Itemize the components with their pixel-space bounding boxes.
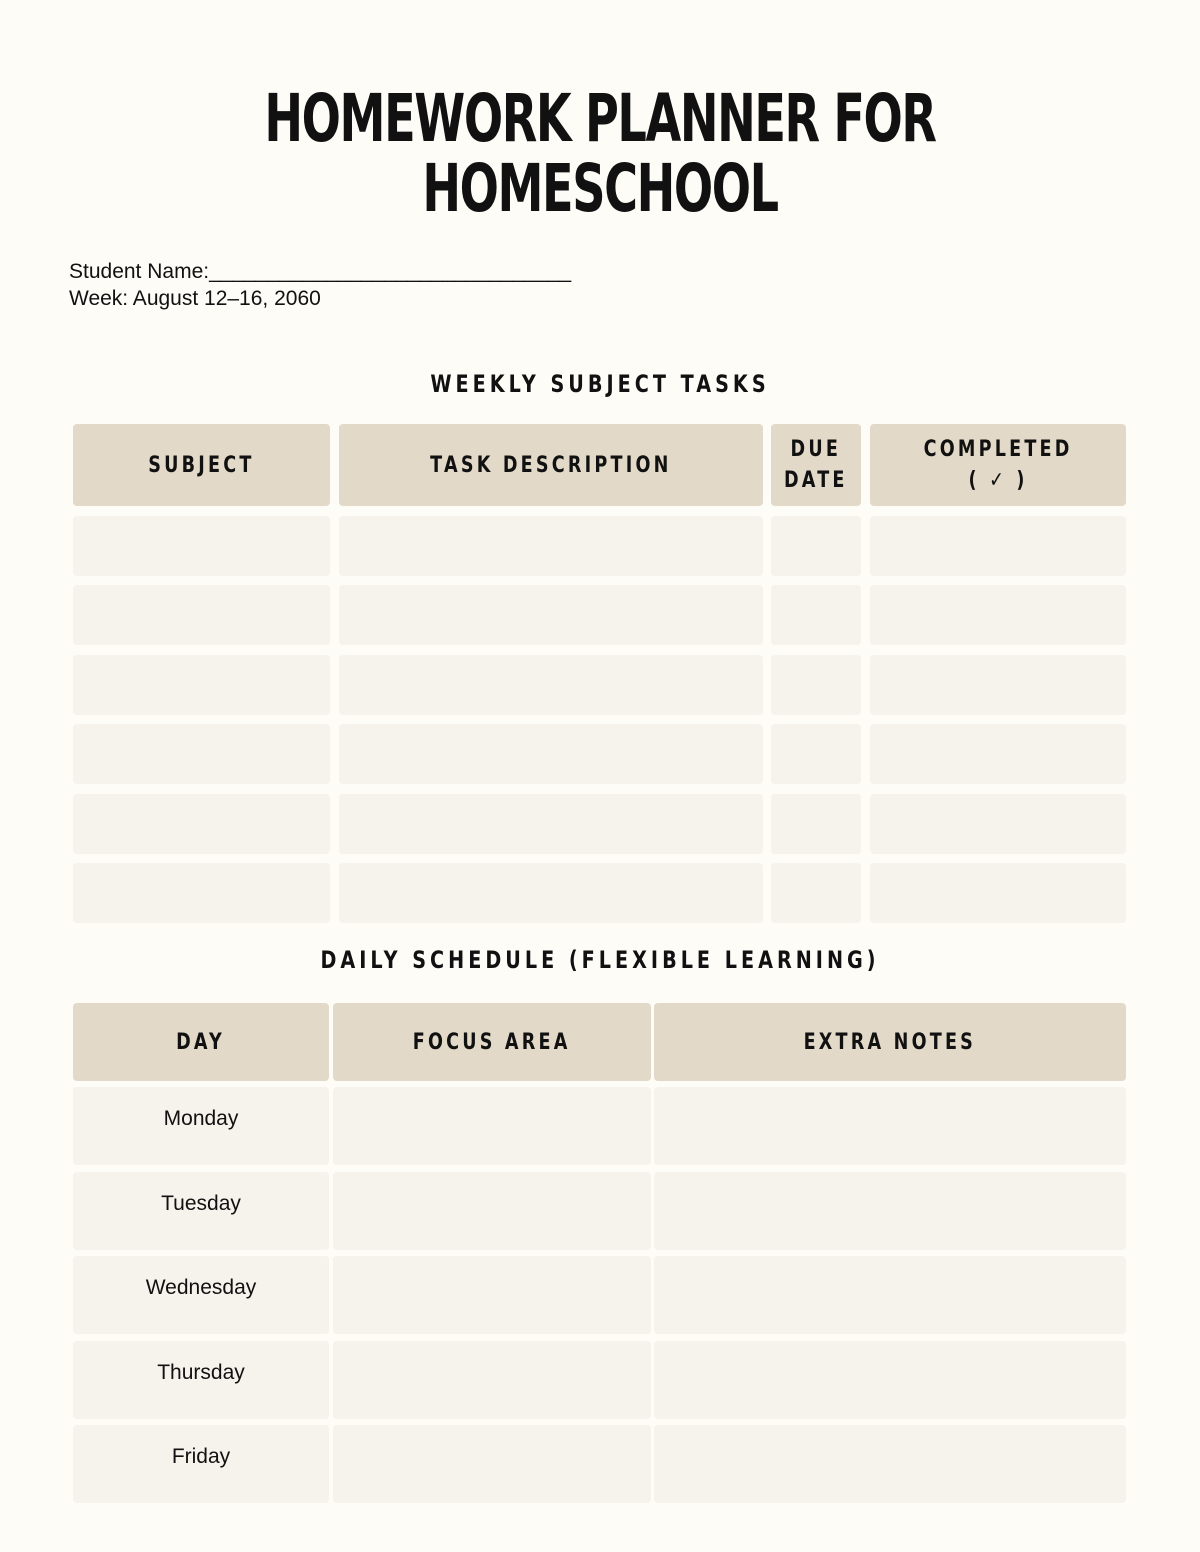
day-cell xyxy=(73,1425,329,1503)
task-cell-completed[interactable] xyxy=(870,794,1126,854)
week-label: Week: August 12–16, 2060 xyxy=(69,287,321,310)
day-label: Friday xyxy=(171,1445,231,1468)
day-cell xyxy=(73,1172,329,1250)
day-label: Wednesday xyxy=(145,1276,257,1299)
focus-area-cell[interactable] xyxy=(333,1087,651,1165)
page-title xyxy=(180,80,1020,227)
header-day xyxy=(73,1003,329,1081)
focus-area-cell[interactable] xyxy=(333,1256,651,1334)
task-cell-subject[interactable] xyxy=(73,794,330,854)
task-cell-subject[interactable] xyxy=(73,516,330,576)
header-due-date xyxy=(771,424,861,506)
task-cell-due-date[interactable] xyxy=(771,585,861,645)
focus-area-cell[interactable] xyxy=(333,1425,651,1503)
header-subject xyxy=(73,424,330,506)
extra-notes-cell[interactable] xyxy=(654,1172,1126,1250)
task-cell-task-description[interactable] xyxy=(339,794,763,854)
day-label: Tuesday xyxy=(161,1191,241,1215)
weekly-tasks-heading: WEEKLY SUBJECT TASKS xyxy=(430,370,770,398)
header-focus-area xyxy=(333,1003,651,1081)
header-label: DUE DATE xyxy=(784,437,848,493)
task-cell-due-date[interactable] xyxy=(771,724,861,784)
page-title-line-1: HOMEWORK PLANNER FOR xyxy=(264,80,936,157)
header-completed xyxy=(870,424,1126,506)
header-label: DAY xyxy=(176,1029,226,1055)
extra-notes-cell[interactable] xyxy=(654,1425,1126,1503)
day-label: Thursday xyxy=(157,1360,245,1384)
day-cell xyxy=(73,1341,329,1419)
day-cell xyxy=(73,1087,329,1165)
extra-notes-cell[interactable] xyxy=(654,1341,1126,1419)
task-cell-subject[interactable] xyxy=(73,655,330,715)
header-extra-notes xyxy=(654,1003,1126,1081)
header-label: COMPLETED ( ✓ ) xyxy=(923,437,1073,493)
extra-notes-cell[interactable] xyxy=(654,1256,1126,1334)
page-title-line-2: HOMESCHOOL xyxy=(422,150,778,227)
task-cell-subject[interactable] xyxy=(73,724,330,784)
task-cell-completed[interactable] xyxy=(870,863,1126,923)
header-task-description xyxy=(339,424,763,506)
task-cell-task-description[interactable] xyxy=(339,585,763,645)
task-cell-completed[interactable] xyxy=(870,516,1126,576)
task-cell-task-description[interactable] xyxy=(339,724,763,784)
task-cell-subject[interactable] xyxy=(73,585,330,645)
day-cell xyxy=(73,1256,329,1334)
task-cell-completed[interactable] xyxy=(870,585,1126,645)
task-cell-due-date[interactable] xyxy=(771,863,861,923)
header-label: SUBJECT xyxy=(148,452,255,478)
task-cell-completed[interactable] xyxy=(870,724,1126,784)
task-cell-task-description[interactable] xyxy=(339,655,763,715)
header-label: FOCUS AREA xyxy=(413,1029,571,1055)
task-cell-subject[interactable] xyxy=(73,863,330,923)
header-label: EXTRA NOTES xyxy=(803,1029,977,1055)
extra-notes-cell[interactable] xyxy=(654,1087,1126,1165)
daily-schedule-heading: DAILY SCHEDULE (FLEXIBLE LEARNING) xyxy=(320,946,880,974)
student-info xyxy=(69,258,571,312)
task-cell-due-date[interactable] xyxy=(771,655,861,715)
task-cell-task-description[interactable] xyxy=(339,516,763,576)
task-cell-completed[interactable] xyxy=(870,655,1126,715)
focus-area-cell[interactable] xyxy=(333,1341,651,1419)
task-cell-task-description[interactable] xyxy=(339,863,763,923)
task-cell-due-date[interactable] xyxy=(771,516,861,576)
focus-area-cell[interactable] xyxy=(333,1172,651,1250)
day-label: Monday xyxy=(163,1107,239,1130)
task-cell-due-date[interactable] xyxy=(771,794,861,854)
student-name-field[interactable]: Student Name:_______________________________ xyxy=(69,260,572,283)
header-label: TASK DESCRIPTION xyxy=(430,452,672,478)
